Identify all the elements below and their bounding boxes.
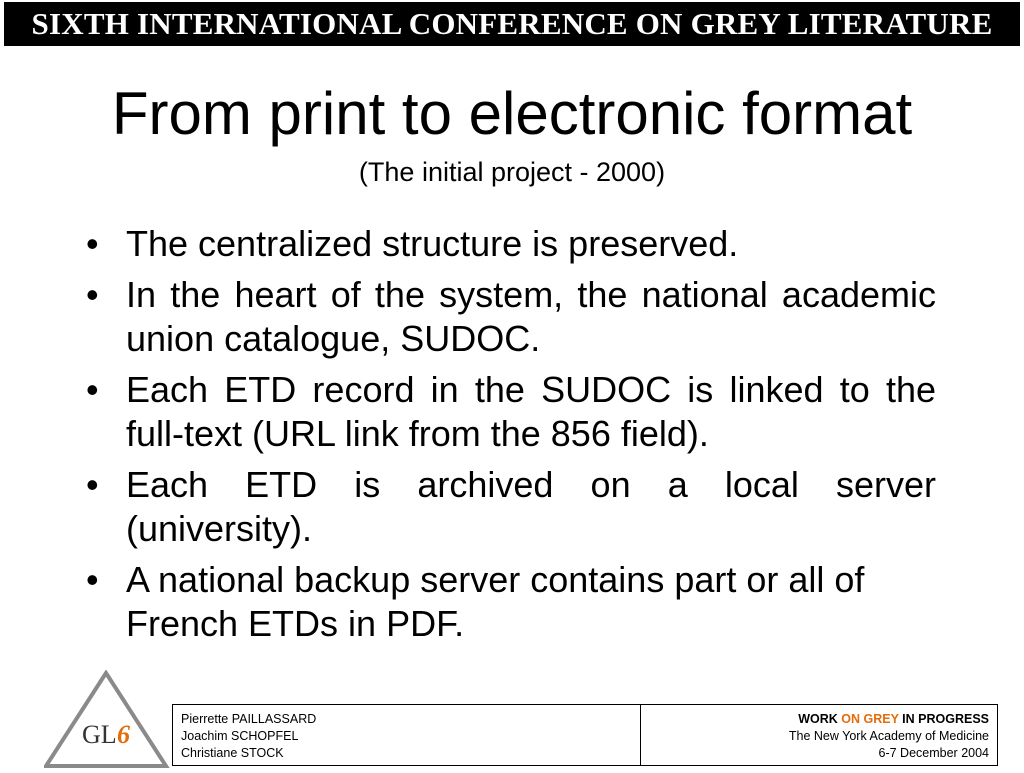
- author-name: Christiane STOCK: [181, 746, 284, 760]
- bullet-symbol: •: [86, 274, 99, 315]
- wip-prefix: WORK: [798, 712, 842, 726]
- author-name: Joachim SCHOPFEL: [181, 729, 299, 743]
- bullet-item: [84, 368, 936, 456]
- banner-bar: [4, 2, 1020, 46]
- bullet-item: [84, 273, 936, 361]
- bullet-symbol: •: [86, 464, 99, 505]
- conference-banner: [0, 0, 1024, 48]
- bullet-symbol: •: [86, 369, 99, 410]
- bullet-symbol: •: [86, 223, 99, 264]
- logo-number-text: 6: [117, 720, 130, 749]
- bullet-list: [84, 222, 936, 653]
- work-in-progress-label: [649, 711, 989, 728]
- bullet-symbol: •: [86, 559, 99, 600]
- gl6-logo: [44, 670, 172, 768]
- footer-event-info: [641, 705, 997, 765]
- banner-text: SIXTH INTERNATIONAL CONFERENCE ON GREY LITERATURE: [31, 6, 993, 41]
- bullet-item: [84, 463, 936, 551]
- bullet-text: Each ETD record in the SUDOC is linked to the full-text (URL link from the 856 field).: [126, 369, 936, 454]
- footer-authors: [173, 705, 641, 765]
- wip-accent: ON GREY: [841, 712, 899, 726]
- bullet-text: In the heart of the system, the national academic union catalogue, SUDOC.: [126, 274, 936, 359]
- date-text: 6-7 December 2004: [878, 746, 989, 760]
- footer-box: [172, 704, 998, 766]
- logo-gl-text: GL: [82, 720, 117, 749]
- bullet-text: The centralized structure is preserved.: [126, 223, 739, 264]
- wip-suffix: IN PROGRESS: [898, 712, 989, 726]
- bullet-text: Each ETD is archived on a local server (university).: [126, 464, 936, 549]
- venue-text: The New York Academy of Medicine: [788, 729, 989, 743]
- bullet-item: [84, 558, 936, 646]
- slide-title: From print to electronic format: [111, 80, 913, 147]
- slide-subtitle: (The initial project - 2000): [358, 157, 666, 187]
- bullet-text: A national backup server contains part or all of French ETDs in PDF.: [126, 559, 865, 644]
- author-name: Pierrette PAILLASSARD: [181, 712, 317, 726]
- bullet-item: [84, 222, 936, 266]
- gl6-triangle-logo-icon: [44, 670, 172, 768]
